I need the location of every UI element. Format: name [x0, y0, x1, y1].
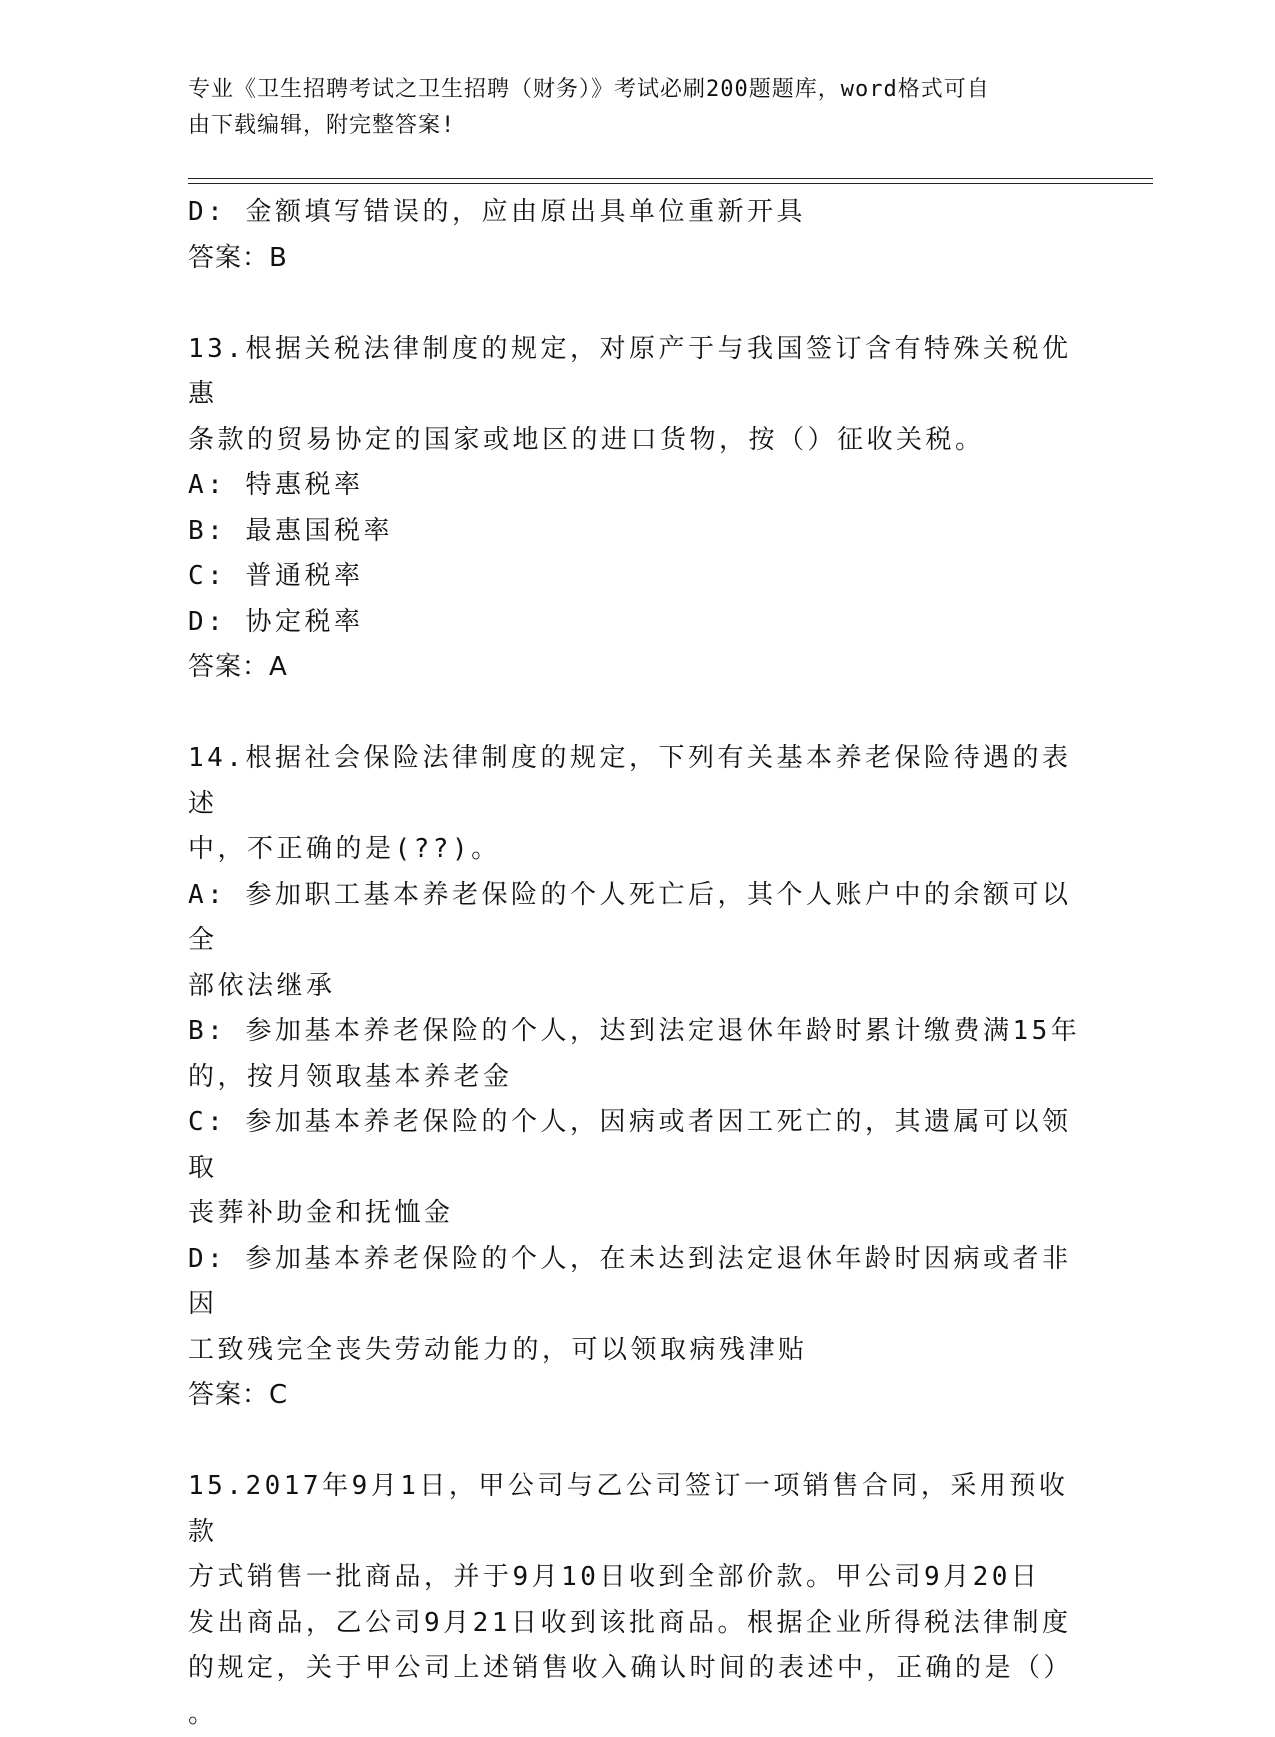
question-stem: 13.根据关税法律制度的规定，对原产于与我国签订含有特殊关税优惠: [188, 327, 1088, 418]
question-stem: 。: [188, 1692, 1088, 1737]
option-d: D: 协定税率: [188, 600, 1088, 646]
option-d: D: 金额填写错误的，应由原出具单位重新开具: [188, 190, 1088, 236]
question-15: [188, 1464, 1088, 1737]
option-c: 丧葬补助金和抚恤金: [188, 1191, 1088, 1237]
page-header: [188, 72, 1068, 144]
question-stem: 15.2017年9月1日，甲公司与乙公司签订一项销售合同，采用预收款: [188, 1464, 1088, 1555]
question-14: [188, 736, 1088, 1419]
previous-question-tail: [188, 190, 1088, 281]
header-divider-bottom: [188, 183, 1153, 184]
spacer: [188, 691, 1088, 737]
header-divider-top: [188, 178, 1153, 179]
answer-label: 答案：B: [188, 236, 1088, 282]
question-stem: 14.根据社会保险法律制度的规定，下列有关基本养老保险待遇的表述: [188, 736, 1088, 827]
spacer: [188, 1419, 1088, 1465]
question-stem: 发出商品，乙公司9月21日收到该批商品。根据企业所得税法律制度: [188, 1601, 1088, 1647]
spacer: [188, 281, 1088, 327]
option-a: A: 参加职工基本养老保险的个人死亡后，其个人账户中的余额可以全: [188, 873, 1088, 964]
header-line-2: 由下载编辑，附完整答案!: [188, 108, 1068, 144]
question-stem: 方式销售一批商品，并于9月10日收到全部价款。甲公司9月20日: [188, 1555, 1088, 1601]
option-b: B: 参加基本养老保险的个人，达到法定退休年龄时累计缴费满15年: [188, 1009, 1088, 1055]
option-d: 工致残完全丧失劳动能力的，可以领取病残津贴: [188, 1328, 1088, 1374]
question-13: [188, 327, 1088, 691]
option-c: C: 普通税率: [188, 554, 1088, 600]
option-a: A: 特惠税率: [188, 463, 1088, 509]
question-stem: 条款的贸易协定的国家或地区的进口货物，按（）征收关税。: [188, 418, 1088, 464]
header-line-1: 专业《卫生招聘考试之卫生招聘（财务）》考试必刷200题题库，word格式可自: [188, 72, 1068, 108]
answer-label: 答案：A: [188, 645, 1088, 691]
option-b: B: 最惠国税率: [188, 509, 1088, 555]
question-stem: 的规定，关于甲公司上述销售收入确认时间的表述中，正确的是（）: [188, 1646, 1088, 1692]
option-a: 部依法继承: [188, 964, 1088, 1010]
document-body: [188, 190, 1088, 1737]
option-b: 的，按月领取基本养老金: [188, 1055, 1088, 1101]
answer-label: 答案：C: [188, 1373, 1088, 1419]
question-stem: 中，不正确的是(??)。: [188, 827, 1088, 873]
option-c: C: 参加基本养老保险的个人，因病或者因工死亡的，其遗属可以领取: [188, 1100, 1088, 1191]
option-d: D: 参加基本养老保险的个人，在未达到法定退休年龄时因病或者非因: [188, 1237, 1088, 1328]
